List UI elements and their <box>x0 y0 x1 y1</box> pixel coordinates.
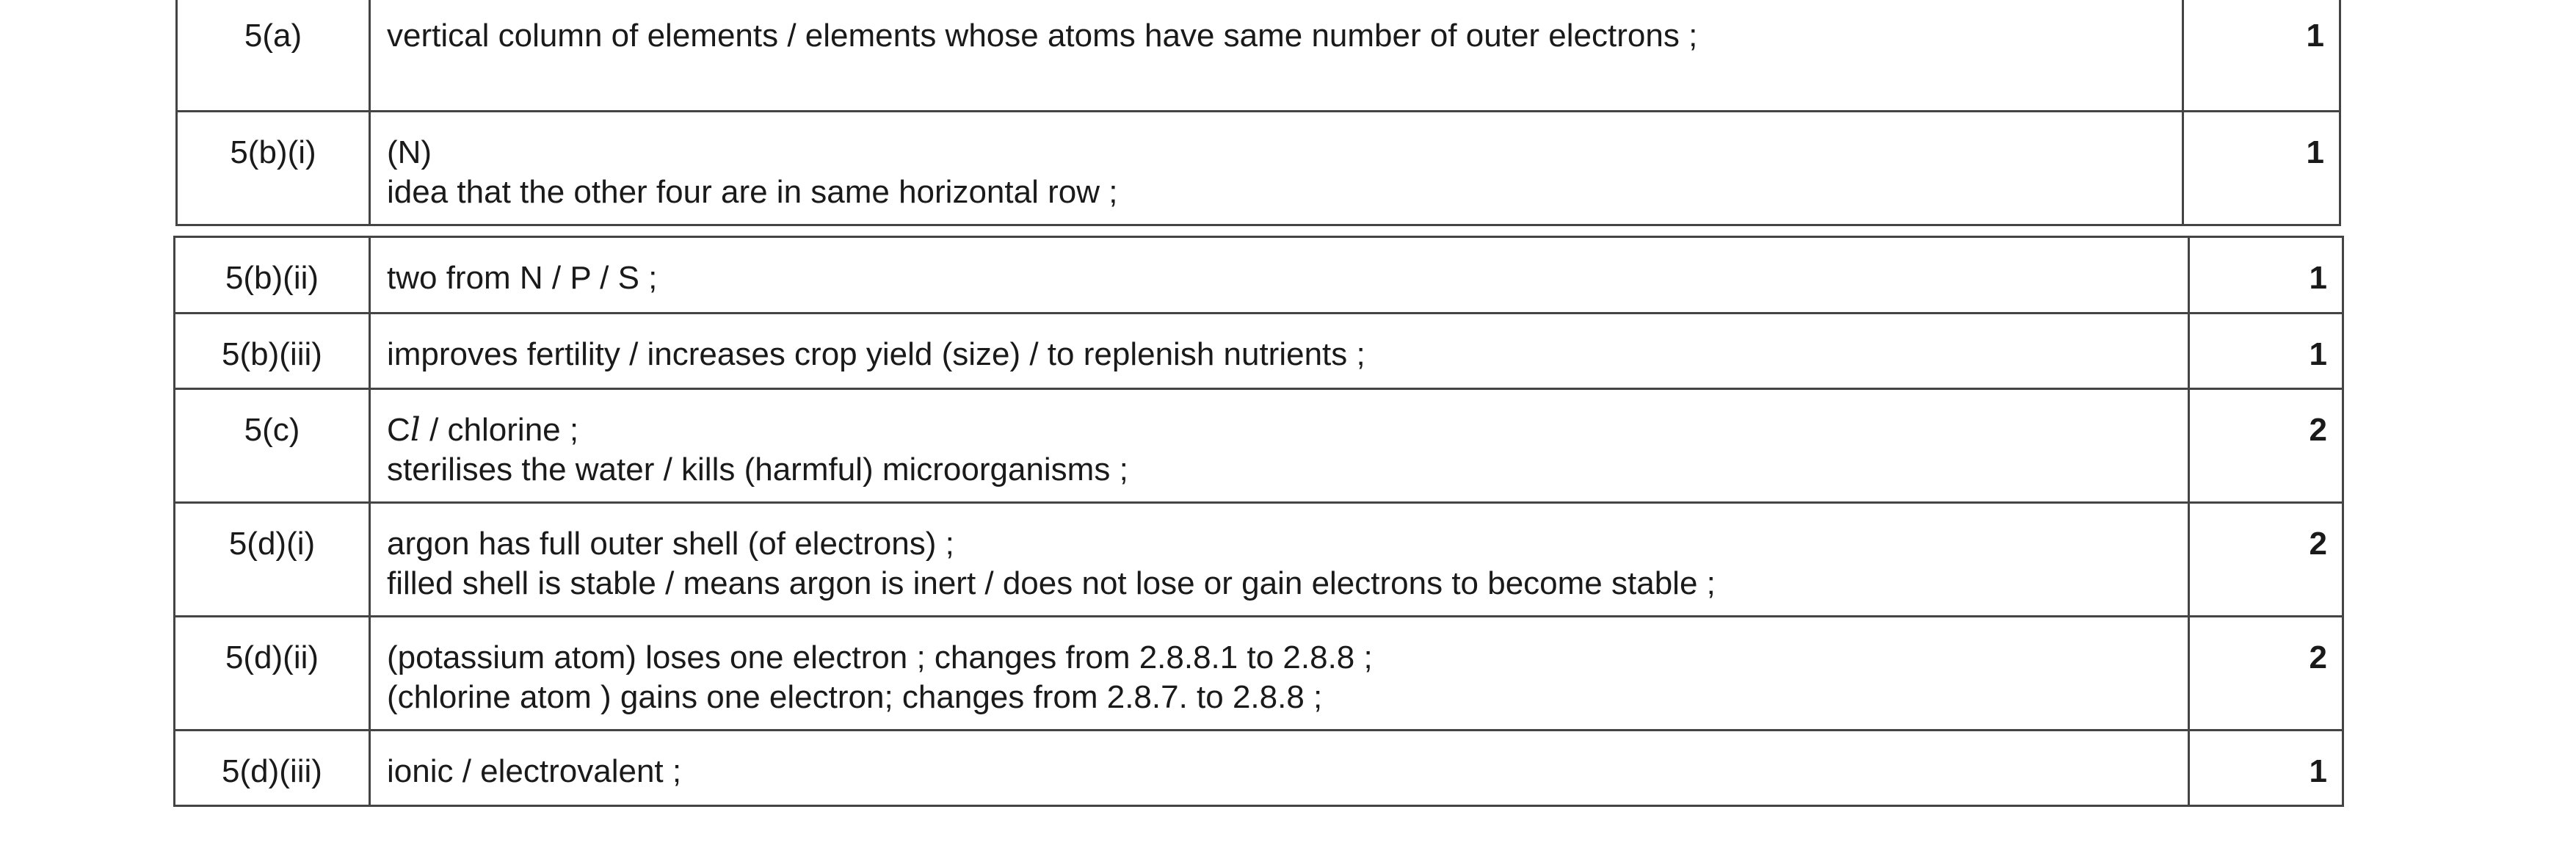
question-number: 5(c) <box>175 389 370 503</box>
table-row <box>175 389 2343 503</box>
table-row <box>175 503 2343 617</box>
answer-cell <box>370 111 2183 225</box>
answer-line: idea that the other four are in same horizontal row ; <box>387 173 1118 210</box>
question-number: 5(b)(ii) <box>175 237 370 313</box>
marks-cell: 2 <box>2189 503 2343 617</box>
question-number: 5(d)(iii) <box>175 731 370 806</box>
answer-line: improves fertility / increases crop yield (size) / to replenish nutrients ; <box>387 336 1365 372</box>
question-number: 5(d)(ii) <box>175 617 370 731</box>
marks-cell: 1 <box>2189 313 2343 389</box>
marks-cell: 1 <box>2183 111 2340 225</box>
table-row <box>175 617 2343 731</box>
mark-scheme-table-bottom <box>173 236 2344 807</box>
answer-cell <box>370 389 2189 503</box>
answer-line <box>387 410 2172 450</box>
answer-cell <box>370 0 2183 111</box>
answer-cell <box>370 731 2189 806</box>
question-number: 5(a) <box>177 0 370 111</box>
marks-cell: 2 <box>2189 617 2343 731</box>
answer-line: (N) <box>387 134 432 170</box>
answer-line: two from N / P / S ; <box>387 260 658 296</box>
table-row <box>175 731 2343 806</box>
answer-cell <box>370 617 2189 731</box>
answer-cell <box>370 237 2189 313</box>
answer-text: / chlorine ; <box>429 412 579 448</box>
marks-cell: 1 <box>2189 237 2343 313</box>
answer-line: (chlorine atom ) gains one electron; changes from 2.8.7. to 2.8.8 ; <box>387 679 1323 715</box>
question-number: 5(b)(i) <box>177 111 370 225</box>
marks-cell: 1 <box>2189 731 2343 806</box>
chlorine-symbol-c: C <box>387 412 410 448</box>
answer-line: argon has full outer shell (of electrons) ; <box>387 526 954 562</box>
table-row <box>175 237 2343 313</box>
question-number: 5(b)(iii) <box>175 313 370 389</box>
answer-line: ionic / electrovalent ; <box>387 753 682 789</box>
answer-line: sterilises the water / kills (harmful) microorganisms ; <box>387 452 1128 488</box>
answer-line: filled shell is stable / means argon is inert / does not lose or gain electrons to become stable ; <box>387 565 1716 601</box>
chlorine-symbol-l: l <box>410 411 421 449</box>
marks-cell: 1 <box>2183 0 2340 111</box>
table-row <box>177 111 2340 225</box>
table-row <box>177 0 2340 111</box>
question-number: 5(d)(i) <box>175 503 370 617</box>
answer-cell <box>370 313 2189 389</box>
answer-cell <box>370 503 2189 617</box>
answer-line: (potassium atom) loses one electron ; changes from 2.8.8.1 to 2.8.8 ; <box>387 639 1373 675</box>
answer-line: vertical column of elements / elements whose atoms have same number of outer electrons ; <box>387 18 1698 54</box>
marks-cell: 2 <box>2189 389 2343 503</box>
mark-scheme-table-top <box>175 0 2341 226</box>
table-row <box>175 313 2343 389</box>
